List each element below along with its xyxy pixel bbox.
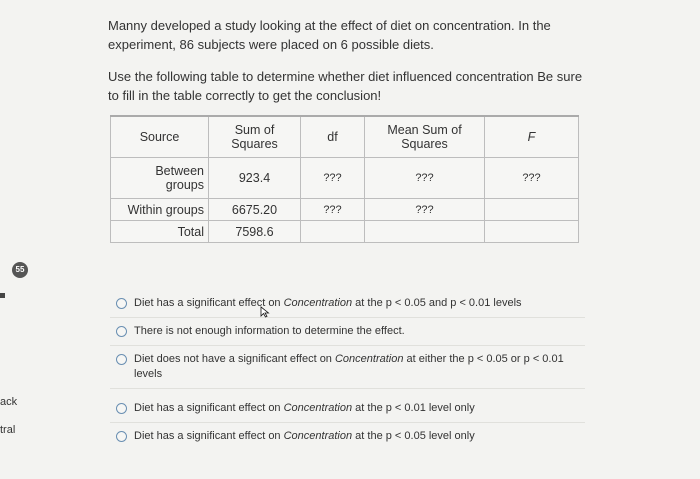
header-df: df [301, 116, 365, 158]
row-ss: 6675.20 [209, 199, 301, 221]
edge-marker [0, 293, 5, 298]
neutral-link[interactable]: tral [0, 424, 16, 436]
answer-option[interactable]: Diet has a significant effect on Concentration at the p < 0.05 level only [110, 423, 585, 450]
row-df-input[interactable]: ??? [301, 199, 365, 221]
row-ss: 923.4 [209, 158, 301, 199]
table-row [111, 158, 579, 199]
answer-option[interactable]: Diet does not have a significant effect on Concentration at either the p < 0.05 or p < 0.01 levels [110, 346, 585, 389]
mouse-cursor-icon [260, 306, 270, 318]
row-ms-input[interactable]: ??? [365, 158, 485, 199]
row-f-cell [485, 199, 579, 221]
header-mean-sum-of-squares: Mean Sum of Squares [365, 116, 485, 158]
row-ms-cell [365, 221, 485, 243]
table-row [111, 199, 579, 221]
anova-table [110, 115, 579, 243]
row-ss: 7598.6 [209, 221, 301, 243]
answer-option[interactable]: Diet has a significant effect on Concentration at the p < 0.05 and p < 0.01 levels [110, 290, 585, 318]
question-instructions: Use the following table to determine whether diet influenced concentration Be sure to fill in the table correctly to get the conclusion! [108, 69, 583, 103]
header-source: Source [111, 116, 209, 158]
row-f-cell [485, 221, 579, 243]
table-row [111, 221, 579, 243]
question-number-badge[interactable]: 55 [12, 262, 28, 278]
radio-button[interactable] [116, 326, 127, 337]
row-f-input[interactable]: ??? [485, 158, 579, 199]
header-f: F [485, 116, 579, 158]
radio-button[interactable] [116, 403, 127, 414]
radio-button[interactable] [116, 431, 127, 442]
header-sum-of-squares: Sum of Squares [209, 116, 301, 158]
row-df-cell [301, 221, 365, 243]
row-source: Between groups [111, 158, 209, 199]
row-df-input[interactable]: ??? [301, 158, 365, 199]
table-header-row [111, 116, 579, 158]
back-link[interactable]: ack [0, 396, 18, 408]
left-sidebar-edge [0, 0, 28, 479]
answer-option[interactable]: There is not enough information to determine the effect. [110, 318, 585, 346]
row-source: Total [111, 221, 209, 243]
answer-option[interactable]: Diet has a significant effect on Concentration at the p < 0.01 level only [110, 395, 585, 423]
radio-button[interactable] [116, 354, 127, 365]
radio-button[interactable] [116, 298, 127, 309]
row-ms-input[interactable]: ??? [365, 199, 485, 221]
row-source: Within groups [111, 199, 209, 221]
question-intro: Manny developed a study looking at the effect of diet on concentration. In the experiment, 86 subjects were placed on 6 possible diets. [108, 18, 551, 52]
answer-options [110, 290, 585, 450]
